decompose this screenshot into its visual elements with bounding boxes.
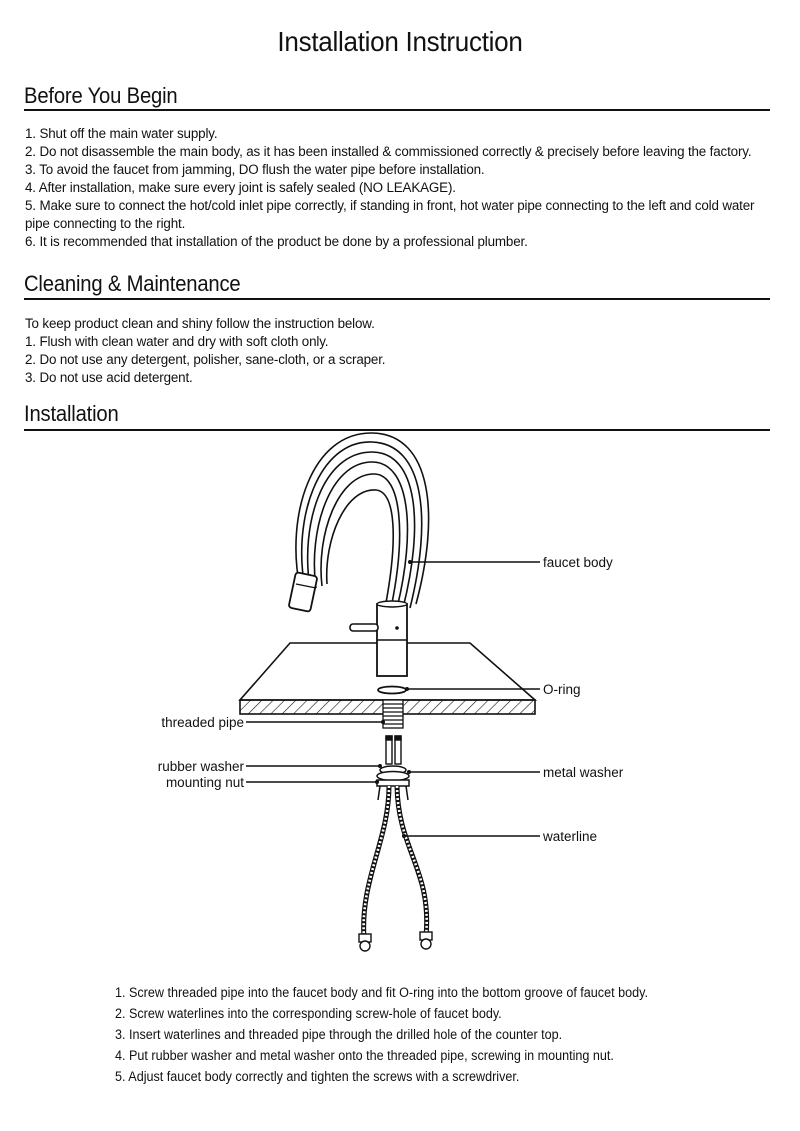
braided-waterlines [364,786,427,938]
list-item: 3. Do not use acid detergent. [25,370,193,385]
list-item: 2. Screw waterlines into the corresponding screw-hole of faucet body. [115,1006,502,1021]
section-heading-before-you-begin: Before You Begin [24,83,178,108]
list-item: 6. It is recommended that installation of the product be done by a professional plumber. [25,234,528,249]
page-title: Installation Instruction [277,26,523,57]
section-divider [24,109,770,111]
list-item: 4. Put rubber washer and metal washer onto the threaded pipe, screwing in mounting nut. [115,1048,614,1063]
threaded-pipe [383,700,403,728]
label-mounting-nut: mounting nut [165,775,244,790]
list-item: 2. Do not disassemble the main body, as it has been installed & commissioned correctly & precisely before leaving the factory. [25,144,752,159]
list-item: 5. Make sure to connect the hot/cold inlet pipe correctly, if standing in front, hot water pipe connecting to the left and cold water pipe connecting to the right. [25,198,755,231]
label-metal-washer: metal washer [543,765,624,780]
cleaning-list [25,315,777,387]
label-faucet-body: faucet body [543,555,613,570]
label-o-ring: O-ring [543,682,581,697]
list-item: To keep product clean and shiny follow the instruction below. [25,316,375,331]
section-divider [24,298,770,300]
installation-steps [115,982,755,1087]
list-item: 1. Screw threaded pipe into the faucet body and fit O-ring into the bottom groove of faucet body. [115,985,648,1000]
section-heading-installation: Installation [24,401,119,426]
list-item: 5. Adjust faucet body correctly and tighten the screws with a screwdriver. [115,1069,520,1084]
section-heading-cleaning-maintenance: Cleaning & Maintenance [24,271,241,296]
list-item: 1. Shut off the main water supply. [25,126,218,141]
waterline-fittings [386,736,401,764]
spray-head [288,572,317,612]
list-item: 2. Do not use any detergent, polisher, sane-cloth, or a scraper. [25,352,386,367]
list-item: 3. To avoid the faucet from jamming, DO flush the water pipe before installation. [25,162,485,177]
list-item: 4. After installation, make sure every joint is safely sealed (NO LEAKAGE). [25,180,456,195]
faucet-installation-diagram [0,430,800,970]
label-rubber-washer: rubber washer [157,759,244,774]
list-item: 1. Flush with clean water and dry with soft cloth only. [25,334,329,349]
washer-stack [377,766,409,800]
label-waterline: waterline [543,829,598,844]
label-threaded-pipe: threaded pipe [161,715,244,730]
list-item: 3. Insert waterlines and threaded pipe through the drilled hole of the counter top. [115,1027,563,1042]
waterline-end-nuts [359,932,432,951]
before-you-begin-list [25,125,777,251]
